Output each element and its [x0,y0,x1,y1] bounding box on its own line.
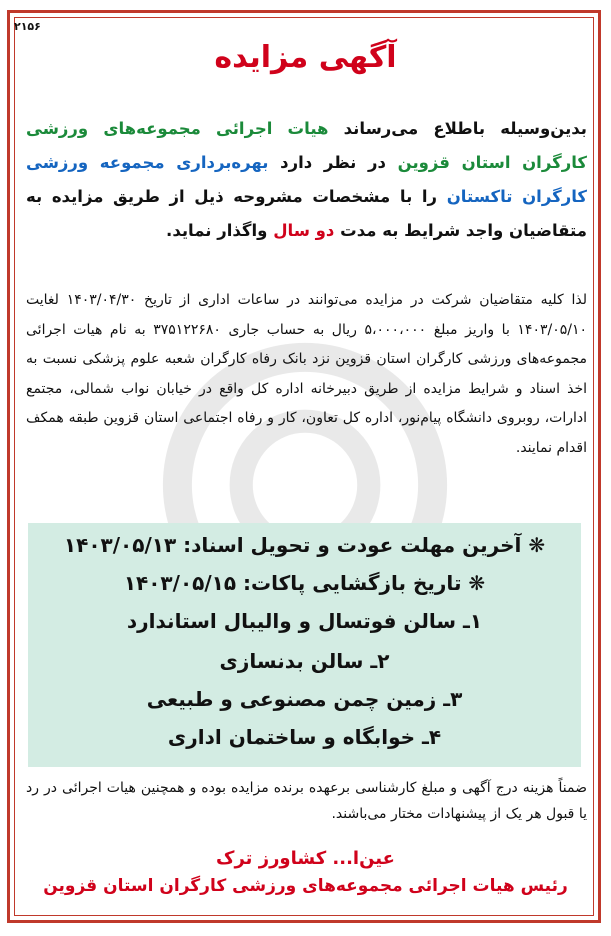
intro-part-2: در نظر دارد [280,153,386,172]
schedule-panel [28,523,581,767]
facility-item: ۱ـ سالن فوتسال و والیبال استاندارد [126,609,483,633]
ad-number: ۲۱۵۶ [14,20,41,33]
signatory-name: عین‌ا... کشاورز ترک [216,848,395,869]
intro-paragraph [26,112,587,248]
document-deadline: ❋ آخرین مهلت عودت و تحویل اسناد: ۱۴۰۳/۰۵/۱۳ [63,533,546,557]
signatory-title: رئیس هیات اجرائی مجموعه‌های ورزشی کارگران استان قزوین [43,876,568,896]
facility-item: ۴ـ خوابگاه و ساختمان اداری [167,725,442,749]
organization-name: هیات اجرائی مجموعه‌های ورزشی کارگران استان قزوین [26,119,587,172]
intro-part-3: را با مشخصات مشروحه ذیل از طریق مزایده به متقاضیان واجد شرایط به مدت [26,187,587,240]
facility-usage: بهره‌برداری مجموعه ورزشی کارگران تاکستان [26,153,587,206]
intro-part-1: بدین‌وسیله باطلاع می‌رساند [343,119,587,138]
envelope-opening-date: ❋ تاریخ بازگشایی پاکات: ۱۴۰۳/۰۵/۱۵ [123,571,486,595]
footer-note: ضمناً هزینه درج آگهی و مبلغ کارشناسی برعهده برنده مزایده بوده و همچنین هیات اجرائی در رد یا قبول هر یک از پیشنهادات مختار می‌باشند. [26,780,587,822]
intro-part-4: واگذار نماید. [166,221,268,240]
lease-duration: دو سال [273,221,335,240]
facility-item: ۲ـ سالن بدنسازی [219,649,390,673]
conditions-paragraph: لذا کلیه متقاضیان شرکت در مزایده می‌توانند در ساعات اداری از تاریخ ۱۴۰۳/۰۴/۳۰ لغایت ۱۴۰۳/۰۵/۱۰ با واریز مبلغ ۵،۰۰۰،۰۰۰ ریال به حساب جاری ۳۷۵۱۲۲۶۸۰ به نام هیات اجرائی مجموعه‌های ورزشی کارگران استان قزوین نزد بانک رفاه کارگران شعبه علوم پزشکی نسبت به اخذ اسناد و شرایط مزایده از طریق دبیرخانه اداره کل واقع در خیابان نواب شمالی، مجتمع ادارات، روبروی دانشگاه پیام‌نور، اداره کل تعاون، کار و رفاه اجتماعی استان قزوین طبقه همکف اقدام نمایند. [26,292,587,456]
facility-item: ۳ـ زمین چمن مصنوعی و طبیعی [146,687,463,711]
ad-title: آگهی مزایده [214,40,397,75]
